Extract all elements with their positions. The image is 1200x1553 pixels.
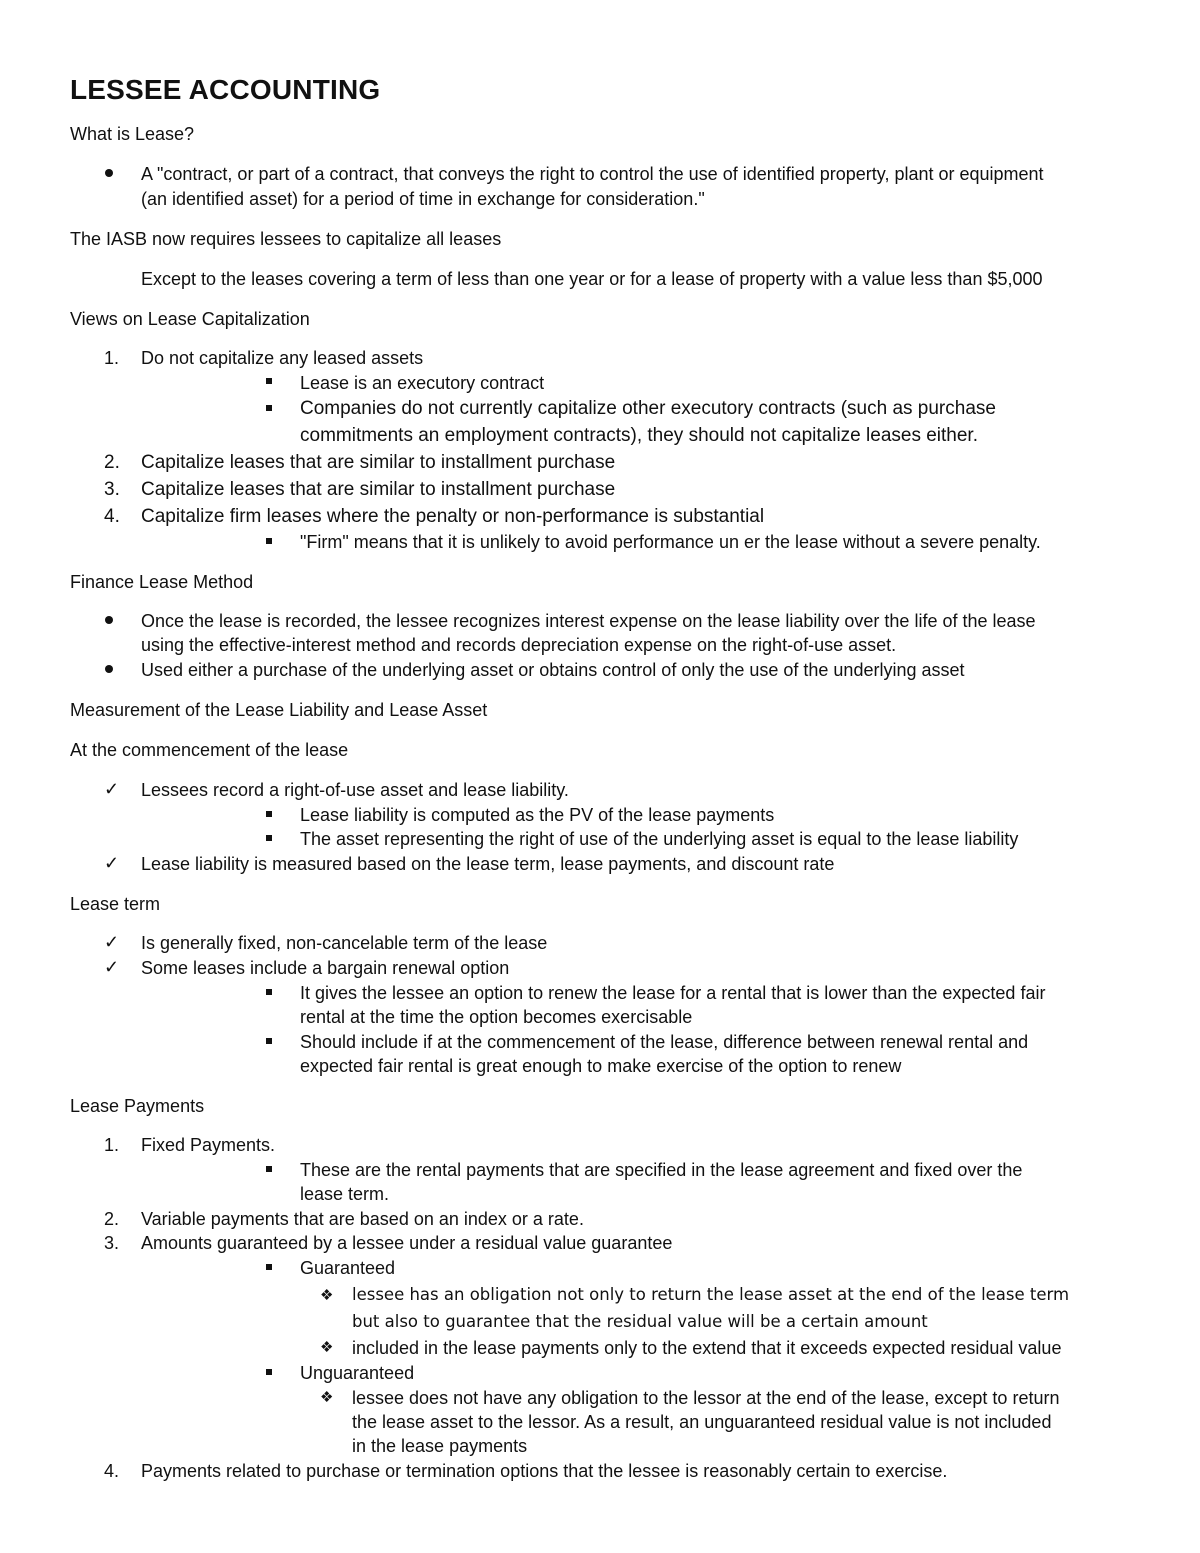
payments-item-1-sub-line-2: lease term. xyxy=(300,1184,390,1204)
list-number: 1. xyxy=(104,348,120,368)
commencement-check-2: Lease liability is measured based on the lease term, lease payments, and discount rate xyxy=(141,854,835,874)
square-bullet-icon xyxy=(266,989,272,995)
commencement-check-1-sub-2: The asset representing the right of use of the underlying asset is equal to the lease liability xyxy=(300,829,1019,849)
unguaranteed-point-line-1: lessee does not have any obligation to the lessor at the end of the lease, except to return xyxy=(352,1388,1060,1408)
iasb-statement: The IASB now requires lessees to capitalize all leases xyxy=(70,229,502,249)
list-number: 2. xyxy=(104,452,120,473)
payments-guaranteed: Guaranteed xyxy=(300,1258,396,1278)
square-bullet-icon xyxy=(266,405,272,411)
list-number: 3. xyxy=(104,479,120,500)
iasb-exception: Except to the leases covering a term of less than one year or for a lease of property with a value less than $5,000 xyxy=(141,269,1043,289)
diamond-bullet-icon: ❖ xyxy=(320,1339,334,1356)
diamond-bullet-icon: ❖ xyxy=(320,1389,334,1406)
guaranteed-point-2: included in the lease payments only to the extend that it exceeds expected residual value xyxy=(352,1338,1062,1358)
finance-bullet-2: Used either a purchase of the underlying asset or obtains control of only the use of the underlying asset xyxy=(141,660,965,680)
checkmark-icon: ✓ xyxy=(104,932,120,952)
commencement-heading: At the commencement of the lease xyxy=(70,740,349,760)
section-heading-lease-payments: Lease Payments xyxy=(70,1096,205,1116)
views-item-1-sub-2-line-1: Companies do not currently capitalize other executory contracts (such as purchase xyxy=(300,398,996,419)
list-number: 4. xyxy=(104,1461,120,1481)
checkmark-icon: ✓ xyxy=(104,853,120,873)
term-check-1: Is generally fixed, non-cancelable term of the lease xyxy=(141,933,548,953)
lease-definition-line-2: (an identified asset) for a period of time in exchange for consideration." xyxy=(141,189,705,209)
list-number: 2. xyxy=(104,1209,120,1229)
payments-item-3: Amounts guaranteed by a lessee under a residual value guarantee xyxy=(141,1233,673,1253)
section-heading-measurement: Measurement of the Lease Liability and Lease Asset xyxy=(70,700,488,720)
list-number: 3. xyxy=(104,1233,120,1253)
square-bullet-icon xyxy=(266,1369,272,1375)
page-title: LESSEE ACCOUNTING xyxy=(70,74,381,105)
term-sub-1-line-1: It gives the lessee an option to renew the lease for a rental that is lower than the expected fair xyxy=(300,983,1046,1003)
unguaranteed-point-line-3: in the lease payments xyxy=(352,1436,528,1456)
commencement-check-1-sub-1: Lease liability is computed as the PV of the lease payments xyxy=(300,805,775,825)
payments-item-2: Variable payments that are based on an index or a rate. xyxy=(141,1209,584,1229)
diamond-bullet-icon: ❖ xyxy=(320,1287,334,1304)
term-sub-2-line-2: expected fair rental is great enough to make exercise of the option to renew xyxy=(300,1056,902,1076)
lease-definition-line-1: A "contract, or part of a contract, that conveys the right to control the use of identified property, plant or equipment xyxy=(141,164,1044,184)
payments-item-1-sub-line-1: These are the rental payments that are specified in the lease agreement and fixed over the xyxy=(300,1160,1023,1180)
views-item-3: Capitalize leases that are similar to installment purchase xyxy=(141,479,616,500)
finance-bullet-1-line-1: Once the lease is recorded, the lessee recognizes interest expense on the lease liability over the life of the lease xyxy=(141,611,1036,631)
views-item-2: Capitalize leases that are similar to installment purchase xyxy=(141,452,616,473)
square-bullet-icon xyxy=(266,1166,272,1172)
term-sub-1-line-2: rental at the time the option becomes exercisable xyxy=(300,1007,693,1027)
views-item-1: Do not capitalize any leased assets xyxy=(141,348,424,368)
views-item-4: Capitalize firm leases where the penalty or non-performance is substantial xyxy=(141,506,765,527)
square-bullet-icon xyxy=(266,811,272,817)
section-heading-views: Views on Lease Capitalization xyxy=(70,309,310,329)
section-heading-lease-term: Lease term xyxy=(70,894,161,914)
bullet-dot-icon xyxy=(105,665,113,673)
finance-bullet-1-line-2: using the effective-interest method and records depreciation expense on the right-of-use asset. xyxy=(141,635,897,655)
term-sub-2-line-1: Should include if at the commencement of the lease, difference between renewal rental and xyxy=(300,1032,1029,1052)
commencement-check-1: Lessees record a right-of-use asset and lease liability. xyxy=(141,780,569,800)
list-number: 4. xyxy=(104,506,120,527)
checkmark-icon: ✓ xyxy=(104,779,120,799)
checkmark-icon: ✓ xyxy=(104,957,120,977)
views-item-4-sub-1: "Firm" means that it is unlikely to avoid performance un er the lease without a severe penalty. xyxy=(300,532,1041,552)
square-bullet-icon xyxy=(266,538,272,544)
square-bullet-icon xyxy=(266,1038,272,1044)
payments-unguaranteed: Unguaranteed xyxy=(300,1363,415,1383)
square-bullet-icon xyxy=(266,835,272,841)
bullet-dot-icon xyxy=(105,616,113,624)
payments-item-4: Payments related to purchase or termination options that the lessee is reasonably certain to exercise. xyxy=(141,1461,948,1481)
guaranteed-point-1-line-2: but also to guarantee that the residual value will be a certain amount xyxy=(352,1312,928,1331)
square-bullet-icon xyxy=(266,1264,272,1270)
unguaranteed-point-line-2: the lease asset to the lessor. As a result, an unguaranteed residual value is not included xyxy=(352,1412,1052,1432)
list-number: 1. xyxy=(104,1135,120,1155)
views-item-1-sub-1: Lease is an executory contract xyxy=(300,373,545,393)
bullet-dot-icon xyxy=(105,169,113,177)
section-heading-what-is-lease: What is Lease? xyxy=(70,124,195,144)
guaranteed-point-1-line-1: lessee has an obligation not only to return the lease asset at the end of the lease term xyxy=(352,1285,1070,1304)
views-item-1-sub-2-line-2: commitments an employment contracts), they should not capitalize leases either. xyxy=(300,425,978,446)
payments-item-1: Fixed Payments. xyxy=(141,1135,276,1155)
square-bullet-icon xyxy=(266,378,272,384)
term-check-2: Some leases include a bargain renewal option xyxy=(141,958,510,978)
section-heading-finance-lease: Finance Lease Method xyxy=(70,572,254,592)
